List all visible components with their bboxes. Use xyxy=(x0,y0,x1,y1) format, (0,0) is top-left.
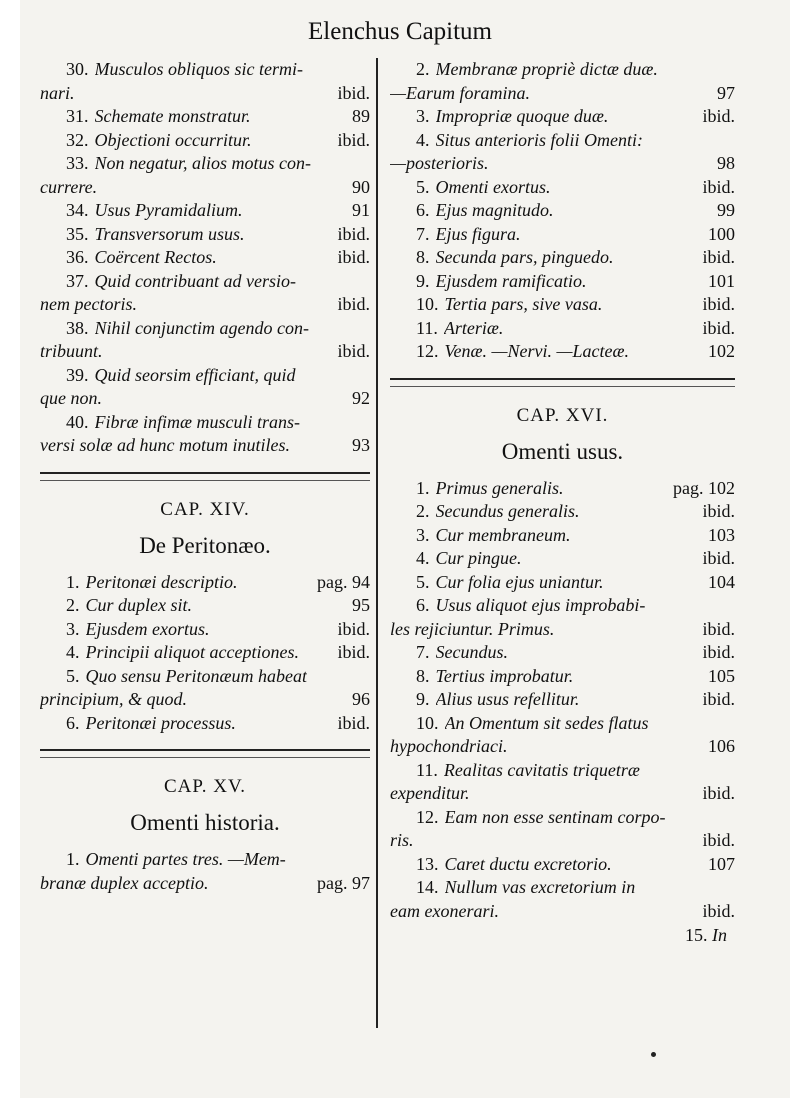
entry-page: ibid. xyxy=(337,341,370,361)
toc-entry-line xyxy=(390,547,735,571)
toc-entry-line xyxy=(40,594,370,618)
entry-title: An Omentum sit sedes flatus xyxy=(444,712,649,733)
entry-title: Secunda pars, pinguedo. xyxy=(435,247,614,267)
toc-entry-line xyxy=(390,665,735,689)
toc-entry-line xyxy=(40,223,370,247)
chapter-rule xyxy=(390,378,735,380)
entry-page: 99 xyxy=(717,200,735,220)
entry-page: 102 xyxy=(708,341,735,361)
toc-entry-line xyxy=(390,618,735,642)
toc-entry xyxy=(390,58,735,105)
toc-entry-line xyxy=(390,223,735,247)
entry-page: 96 xyxy=(352,689,370,709)
entry-number: 35. xyxy=(66,223,89,244)
entry-page: ibid. xyxy=(702,618,735,639)
chapter-14-entries xyxy=(40,571,370,736)
entry-number: 37. xyxy=(66,270,89,291)
toc-entry xyxy=(390,571,735,595)
entry-page: 93 xyxy=(352,435,370,455)
toc-entry-line xyxy=(40,105,370,129)
toc-entry xyxy=(390,176,735,200)
entry-title: Schemate monstratur. xyxy=(94,106,251,126)
toc-entry-line xyxy=(40,364,370,388)
toc-entry xyxy=(390,876,735,923)
entry-number: 1. xyxy=(66,849,80,869)
entry-title: Peritonæi processus. xyxy=(85,712,236,733)
entry-title: Cur membraneum. xyxy=(435,524,571,545)
entry-page: ibid. xyxy=(702,317,735,338)
toc-entry xyxy=(390,105,735,129)
toc-entry-line xyxy=(390,58,735,82)
toc-entry-line xyxy=(390,571,735,595)
entry-title: que non. xyxy=(40,388,102,408)
entry-page: ibid. xyxy=(337,712,370,733)
entry-number: 5. xyxy=(416,571,430,592)
entry-number: 6. xyxy=(416,595,430,615)
toc-entry xyxy=(390,853,735,877)
toc-entry-line xyxy=(390,199,735,223)
toc-entry xyxy=(40,270,370,317)
entry-title: hypochondriaci. xyxy=(390,736,508,756)
toc-entry xyxy=(40,317,370,364)
entry-title: branæ duplex acceptio. xyxy=(40,872,209,893)
toc-entry xyxy=(40,199,370,223)
toc-entry xyxy=(40,223,370,247)
toc-entry-line xyxy=(390,270,735,294)
entry-title: eam exonerari. xyxy=(390,900,499,921)
entry-title: Coërcent Rectos. xyxy=(94,247,217,267)
right-column xyxy=(390,58,735,946)
entry-page: ibid. xyxy=(702,106,735,126)
toc-entry-line xyxy=(390,524,735,548)
toc-entry-line xyxy=(40,152,370,176)
toc-entry xyxy=(40,618,370,642)
toc-entry-line xyxy=(390,105,735,129)
entry-page: ibid. xyxy=(337,82,370,103)
entry-page: 105 xyxy=(708,665,735,686)
entry-number: 8. xyxy=(416,665,430,686)
entry-page: 103 xyxy=(708,524,735,545)
toc-entry xyxy=(390,129,735,176)
entry-page: 106 xyxy=(708,736,735,756)
toc-entry-line xyxy=(390,129,735,153)
toc-entry xyxy=(390,806,735,853)
toc-entry xyxy=(40,665,370,712)
entry-number: 14. xyxy=(416,877,439,897)
toc-entry-line xyxy=(40,270,370,294)
catchword xyxy=(390,925,735,946)
toc-entry-line xyxy=(40,712,370,736)
entry-number: 34. xyxy=(66,200,89,220)
entry-title: Quo sensu Peritonæum habeat xyxy=(85,665,307,686)
entry-number: 7. xyxy=(416,642,430,662)
entry-title: versi solæ ad hunc motum inutiles. xyxy=(40,435,290,455)
entry-number: 6. xyxy=(416,200,430,220)
toc-entry-line xyxy=(40,82,370,106)
toc-entry xyxy=(390,293,735,317)
chapter-16-title: Omenti usus. xyxy=(501,438,624,464)
toc-entry-line xyxy=(40,293,370,317)
chapter-rule-thin xyxy=(40,480,370,481)
entry-title: Tertia pars, sive vasa. xyxy=(444,294,603,314)
toc-entry-line xyxy=(40,129,370,153)
chapter-14-title: De Peritonæo. xyxy=(139,532,271,558)
toc-entry xyxy=(390,500,735,524)
entry-number: 10. xyxy=(416,712,439,733)
toc-entry-line xyxy=(40,317,370,341)
entry-number: 30. xyxy=(66,59,89,79)
entry-number: 33. xyxy=(66,153,89,173)
entry-number: 3. xyxy=(416,106,430,126)
entry-page: ibid. xyxy=(337,223,370,244)
toc-entry-line xyxy=(390,876,735,900)
entry-page: pag. 97 xyxy=(317,872,370,893)
toc-entry xyxy=(390,524,735,548)
entry-title: principium, & quod. xyxy=(40,689,187,709)
entry-title: Nihil conjunctim agendo con- xyxy=(94,317,309,338)
book-page xyxy=(20,0,790,1098)
toc-entry xyxy=(40,848,370,895)
entry-title: Non negatur, alios motus con- xyxy=(94,153,312,173)
ink-dot xyxy=(651,1052,656,1057)
entry-title: —posterioris. xyxy=(390,153,489,173)
left-column xyxy=(40,58,370,895)
entry-number: 2. xyxy=(416,59,430,79)
entry-number: 9. xyxy=(416,270,430,291)
entry-page: ibid. xyxy=(702,294,735,314)
toc-entry-line xyxy=(40,434,370,458)
entry-page: ibid. xyxy=(337,642,370,662)
toc-entry-line xyxy=(40,848,370,872)
entry-title: Transversorum usus. xyxy=(94,223,245,244)
entry-number: 38. xyxy=(66,317,89,338)
entry-title: Secundus generalis. xyxy=(435,501,580,521)
entry-number: 3. xyxy=(416,524,430,545)
entry-title: Arteriæ. xyxy=(443,317,504,338)
toc-entry-line xyxy=(390,594,735,618)
entry-number: 11. xyxy=(416,317,438,338)
chapter-rule xyxy=(40,749,370,751)
toc-entry-line xyxy=(390,477,735,501)
toc-entry-line xyxy=(40,176,370,200)
entry-page: ibid. xyxy=(702,830,735,850)
entry-number: 2. xyxy=(416,501,430,521)
toc-entry xyxy=(40,712,370,736)
toc-entry-line xyxy=(390,829,735,853)
toc-entry-line xyxy=(40,246,370,270)
entry-page: ibid. xyxy=(702,501,735,521)
entry-page: ibid. xyxy=(702,548,735,568)
entry-number: 40. xyxy=(66,411,89,432)
toc-entry-line xyxy=(390,176,735,200)
entry-title: Caret ductu excretorio. xyxy=(444,853,612,874)
toc-entry-line xyxy=(390,712,735,736)
entry-title: Omenti partes tres. —Mem- xyxy=(85,849,286,869)
toc-entry-line xyxy=(40,58,370,82)
entry-title: Ejus figura. xyxy=(435,223,521,244)
toc-entry xyxy=(40,411,370,458)
entry-page: 92 xyxy=(352,388,370,408)
entry-number: 4. xyxy=(416,129,430,150)
toc-entry xyxy=(390,199,735,223)
toc-entry-line xyxy=(390,688,735,712)
entry-title: Nullum vas excretorium in xyxy=(444,877,636,897)
entry-page: 97 xyxy=(717,82,735,103)
entry-title: Omenti exortus. xyxy=(435,176,551,197)
toc-entry xyxy=(40,594,370,618)
entry-title: nari. xyxy=(40,82,75,103)
entry-page: ibid. xyxy=(702,689,735,709)
entry-title: Peritonæi descriptio. xyxy=(85,571,238,592)
entry-title: currere. xyxy=(40,176,98,197)
chapter-16-entries xyxy=(390,477,735,924)
entry-number: 1. xyxy=(66,571,80,592)
toc-entry-line xyxy=(40,641,370,665)
toc-entry xyxy=(390,340,735,364)
entry-title: Tertius improbatur. xyxy=(435,665,574,686)
toc-entry xyxy=(390,641,735,665)
toc-entry-line xyxy=(390,853,735,877)
toc-entry xyxy=(390,317,735,341)
toc-entry-line xyxy=(40,571,370,595)
entry-title: Quid contribuant ad versio- xyxy=(94,270,296,291)
entry-number: 5. xyxy=(416,176,430,197)
entry-page: ibid. xyxy=(702,176,735,197)
entry-title: Situs anterioris folii Omenti: xyxy=(435,129,644,150)
entry-title: Secundus. xyxy=(435,642,508,662)
toc-entry xyxy=(390,246,735,270)
toc-entry-line xyxy=(40,618,370,642)
toc-entry-line xyxy=(390,759,735,783)
toc-entry-line xyxy=(40,387,370,411)
entry-title: Cur duplex sit. xyxy=(85,595,192,615)
entry-title: Ejus magnitudo. xyxy=(435,200,554,220)
entry-title: Venæ. —Nervi. —Lacteæ. xyxy=(444,341,629,361)
toc-entry-line xyxy=(40,340,370,364)
running-head: Elenchus Capitum xyxy=(308,18,492,45)
toc-entry xyxy=(390,594,735,641)
toc-entry xyxy=(390,270,735,294)
entry-title: nem pectoris. xyxy=(40,294,137,314)
entry-title: Primus generalis. xyxy=(435,477,564,498)
toc-entry xyxy=(40,105,370,129)
toc-entry-line xyxy=(390,152,735,176)
entry-title: Fibræ infimæ musculi trans- xyxy=(94,411,301,432)
entry-page: ibid. xyxy=(337,129,370,150)
entry-title: Musculos obliquos sic termi- xyxy=(94,59,303,79)
entry-number: 3. xyxy=(66,618,80,639)
entry-number: 6. xyxy=(66,712,80,733)
entry-page: ibid. xyxy=(337,618,370,639)
entry-title: Ejusdem ramificatio. xyxy=(435,270,587,291)
toc-entry-line xyxy=(40,665,370,689)
left-entries-top xyxy=(40,58,370,458)
toc-entry xyxy=(40,58,370,105)
toc-entry-line xyxy=(40,872,370,896)
toc-entry xyxy=(40,246,370,270)
toc-entry xyxy=(40,129,370,153)
toc-entry-line xyxy=(390,293,735,317)
entry-number: 7. xyxy=(416,223,430,244)
catchword-word: In xyxy=(712,925,727,945)
chapter-14-number: CAP. XIV. xyxy=(160,498,250,520)
entry-number: 12. xyxy=(416,806,439,827)
entry-number: 10. xyxy=(416,294,439,314)
column-divider xyxy=(376,58,378,1028)
toc-entry xyxy=(390,223,735,247)
entry-page: ibid. xyxy=(702,247,735,267)
toc-entry-line xyxy=(390,806,735,830)
entry-title: Impropriæ quoque duæ. xyxy=(435,106,609,126)
toc-entry xyxy=(390,712,735,759)
entry-number: 13. xyxy=(416,853,439,874)
toc-entry-line xyxy=(390,900,735,924)
chapter-15-number: CAP. XV. xyxy=(163,776,247,797)
toc-entry-line xyxy=(390,317,735,341)
entry-page: pag. 102 xyxy=(673,477,735,498)
entry-number: 11. xyxy=(416,759,438,780)
chapter-rule xyxy=(40,472,370,474)
entry-title: Ejusdem exortus. xyxy=(85,618,210,639)
toc-entry xyxy=(40,641,370,665)
entry-page: 98 xyxy=(717,153,735,173)
entry-title: Realitas cavitatis triquetræ xyxy=(443,759,640,780)
entry-title: Principii aliquot acceptiones. xyxy=(85,642,299,662)
entry-number: 9. xyxy=(416,689,430,709)
entry-page: ibid. xyxy=(337,247,370,267)
entry-number: 31. xyxy=(66,106,89,126)
toc-entry-line xyxy=(390,641,735,665)
toc-entry xyxy=(390,665,735,689)
entry-page: 95 xyxy=(352,595,370,615)
entry-page: pag. 94 xyxy=(317,571,370,592)
entry-title: ris. xyxy=(390,830,414,850)
toc-entry-line xyxy=(390,735,735,759)
toc-entry xyxy=(40,152,370,199)
entry-title: Membranæ propriè dictæ duæ. xyxy=(435,59,658,79)
entry-title: les rejiciuntur. Primus. xyxy=(390,618,555,639)
toc-entry-line xyxy=(390,340,735,364)
entry-number: 2. xyxy=(66,595,80,615)
entry-page: ibid. xyxy=(702,642,735,662)
entry-page: 100 xyxy=(708,223,735,244)
chapter-16-number: CAP. XVI. xyxy=(516,404,609,426)
entry-title: tribuunt. xyxy=(40,341,103,361)
entry-title: Objectioni occurritur. xyxy=(94,129,252,150)
entry-title: Usus Pyramidalium. xyxy=(94,200,243,220)
entry-page: ibid. xyxy=(702,783,735,803)
entry-number: 1. xyxy=(416,477,430,498)
toc-entry xyxy=(390,477,735,501)
toc-entry-line xyxy=(40,199,370,223)
toc-entry-line xyxy=(40,688,370,712)
entry-page: 89 xyxy=(352,106,370,126)
entry-title: Cur folia ejus uniantur. xyxy=(435,571,604,592)
toc-entry xyxy=(390,688,735,712)
entry-number: 32. xyxy=(66,129,89,150)
entry-number: 8. xyxy=(416,247,430,267)
entry-number: 12. xyxy=(416,341,439,361)
entry-number: 36. xyxy=(66,247,89,267)
toc-entry-line xyxy=(40,411,370,435)
entry-number: 4. xyxy=(66,642,80,662)
toc-entry xyxy=(40,364,370,411)
toc-entry-line xyxy=(390,246,735,270)
right-entries-top xyxy=(390,58,735,364)
toc-entry-line xyxy=(390,782,735,806)
entry-title: Usus aliquot ejus improbabi- xyxy=(435,595,646,615)
entry-page: 104 xyxy=(708,571,735,592)
entry-title: —Earum foramina. xyxy=(390,82,531,103)
entry-page: ibid. xyxy=(337,294,370,314)
chapter-15-title: Omenti historia. xyxy=(130,810,280,835)
entry-title: Cur pingue. xyxy=(435,548,522,568)
entry-title: Quid seorsim efficiant, quid xyxy=(94,364,296,385)
entry-number: 4. xyxy=(416,548,430,568)
entry-title: Alius usus refellitur. xyxy=(435,689,580,709)
toc-entry-line xyxy=(390,82,735,106)
toc-entry xyxy=(390,547,735,571)
toc-entry xyxy=(40,571,370,595)
toc-entry-line xyxy=(390,500,735,524)
entry-page: 101 xyxy=(708,270,735,291)
chapter-rule-thin xyxy=(40,757,370,758)
entry-page: 107 xyxy=(708,853,735,874)
entry-number: 39. xyxy=(66,364,89,385)
entry-page: ibid. xyxy=(702,900,735,921)
chapter-rule-thin xyxy=(390,386,735,387)
entry-title: expenditur. xyxy=(390,783,470,803)
chapter-15-entries xyxy=(40,848,370,895)
catchword-number: 15. xyxy=(685,925,708,945)
entry-number: 5. xyxy=(66,665,80,686)
toc-entry xyxy=(390,759,735,806)
entry-title: Eam non esse sentinam corpo- xyxy=(444,806,666,827)
entry-page: 91 xyxy=(352,200,370,220)
entry-page: 90 xyxy=(352,176,370,197)
